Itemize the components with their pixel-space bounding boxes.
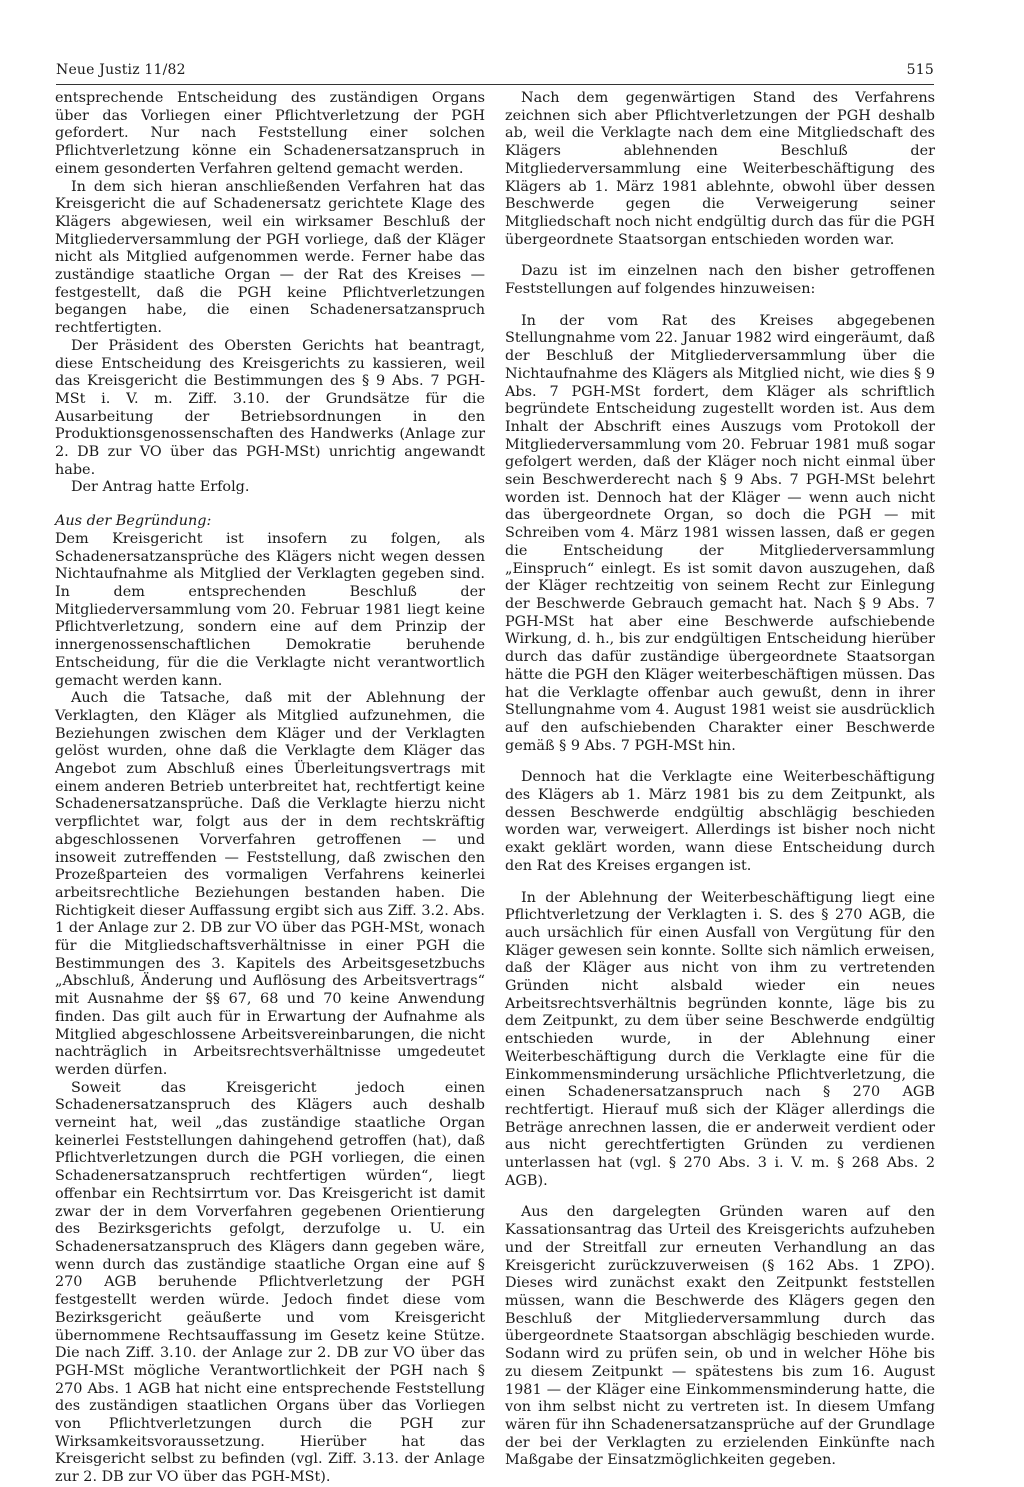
paragraph: Dazu ist im einzelnen nach den bisher getroffenen Feststellungen auf folgendes hinzuweisen:: [505, 263, 935, 298]
page-number: 515: [906, 62, 934, 78]
paragraph: In dem sich hieran anschließenden Verfahren hat das Kreisgericht die auf Schadenersatz gerichtete Klage des Klägers abgewiesen, weil ein wirksamer Beschluß der Mitgliederversammlung der PGH vorliege, daß der Kläger nicht als Mitglied aufgenommen werde. Ferner habe das zuständige staatliche Organ — der Rat des Kreises — festgestellt, daß die PGH keine Pflichtverletzungen begangen habe, die einen Schadenersatzanspruch rechtfertigten.: [55, 178, 485, 337]
right-column: [505, 90, 935, 1470]
left-column: [55, 90, 485, 1487]
paragraph: entsprechende Entscheidung des zuständigen Organs über das Vorliegen einer Pflichtverletzung der PGH gefordert. Nur nach Feststellung einer solchen Pflichtverletzung könne ein Schadenersatzanspruch in einem gesonderten Verfahren geltend gemacht werden.: [55, 90, 485, 177]
paragraph: Dem Kreisgericht ist insofern zu folgen, als Schadenersatzansprüche des Klägers nicht wegen dessen Nichtaufnahme als Mitglied der Verklagten gegeben sind. In dem entsprechenden Beschluß der Mitgliederversammlung vom 20. Februar 1981 liegt keine Pflichtverletzung, sondern eine auf dem Prinzip der innergenossenschaftlichen Demokratie beruhende Entscheidung, für die die Verklagte nicht verantwortlich gemacht werden kann.: [55, 530, 485, 689]
paragraph: Der Präsident des Obersten Gerichts hat beantragt, diese Entscheidung des Kreisgerichts zu kassieren, weil das Kreisgericht die Bestimmungen des § 9 Abs. 7 PGH-MSt i. V. m. Ziff. 3.10. der Grundsätze für die Ausarbeitung der Betriebsordnungen in den Produktionsgenossenschaften des Handwerks (Anlage zur 2. DB zur VO über das PGH-MSt) unrichtig angewandt habe.: [55, 337, 485, 478]
paragraph: In der vom Rat des Kreises abgegebenen Stellungnahme vom 22. Januar 1982 wird eingeräumt, daß der Beschluß der Mitgliederversammlung über die Nichtaufnahme des Klägers als Mitglied nicht, wie dies § 9 Abs. 7 PGH-MSt fordert, dem Kläger als schriftlich begründete Entscheidung zugestellt worden ist. Aus dem Inhalt der Abschrift eines Auszugs vom Protokoll der Mitgliederversammlung vom 20. Februar 1981 muß sogar gefolgert werden, daß der Kläger noch nicht einmal über sein Beschwerderecht nach § 9 Abs. 7 PGH-MSt belehrt worden ist. Dennoch hat der Kläger — wenn auch nicht das übergeordnete Organ, so doch die PGH — mit Schreiben vom 4. März 1981 wissen lassen, daß er gegen die Entscheidung der Mitgliederversammlung „Einspruch“ einlegt. Es ist somit davon auszugehen, daß der Kläger rechtzeitig von seinem Recht zur Einlegung der Beschwerde Gebrauch gemacht hat. Nach § 9 Abs. 7 PGH-MSt hat aber eine Beschwerde aufschiebende Wirkung, d. h., bis zur endgültigen Entscheidung hierüber durch das dafür zuständige übergeordnete Staatsorgan hätte die PGH den Kläger weiterbeschäftigen müssen. Das hat die Verklagte offenbar auch gewußt, denn in ihrer Stellungnahme vom 4. August 1981 weist sie ausdrücklich auf den aufschiebenden Charakter einer Beschwerde gemäß § 9 Abs. 7 PGH-MSt hin.: [505, 312, 935, 754]
paragraph: Auch die Tatsache, daß mit der Ablehnung der Verklagten, den Kläger als Mitglied aufzunehmen, die Beziehungen zwischen dem Kläger und der Verklagten gelöst wurden, ohne daß die Verklagte dem Kläger das Angebot zum Abschluß eines Überleitungsvertrags mit einem anderen Betrieb unterbreitet hat, rechtfertigt keine Schadenersatzansprüche. Daß die Verklagte hierzu nicht verpflichtet war, folgt aus der in dem rechtskräftig abgeschlossenen Vorverfahren getroffenen — und insoweit zutreffenden — Feststellung, daß zwischen den Prozeßparteien des vormaligen Verfahrens keinerlei arbeitsrechtliche Beziehungen bestanden haben. Die Richtigkeit dieser Auffassung ergibt sich aus Ziff. 3.2. Abs. 1 der Anlage zur 2. DB zur VO über das PGH-MSt, wonach für die Mitgliedschaftsverhältnisse in einer PGH die Bestimmungen des 3. Kapitels des Arbeitsgesetzbuchs „Abschluß, Änderung und Auflösung des Arbeitsvertrags“ mit Ausnahme der §§ 67, 68 und 70 keine Anwendung finden. Das gilt auch für in Erwartung der Aufnahme als Mitglied abgeschlossene Arbeitsvereinbarungen, die nicht nachträglich in Arbeitsrechtsverhältnisse umgedeutet werden dürfen.: [55, 690, 485, 1078]
paragraph: Soweit das Kreisgericht jedoch einen Schadenersatzanspruch des Klägers auch deshalb verneint hat, weil „das zuständige staatliche Organ keinerlei Feststellungen dahingehend getroffen (hat), daß Pflichtverletzungen durch die PGH vorliegen, die einen Schadenersatzanspruch rechtfertigen würden“, liegt offenbar ein Rechtsirrtum vor. Das Kreisgericht ist damit zwar der in dem Vorverfahren gegebenen Orientierung des Bezirksgerichts gefolgt, derzufolge u. U. ein Schadenersatzanspruch des Klägers dann gegeben wäre, wenn durch das zuständige staatliche Organ eine auf § 270 AGB beruhende Pflichtverletzung der PGH festgestellt werden würde. Jedoch findet diese vom Bezirksgericht geäußerte und vom Kreisgericht übernommene Rechtsauffassung im Gesetz keine Stütze. Die nach Ziff. 3.10. der Anlage zur 2. DB zur VO über das PGH-MSt mögliche Verantwortlichkeit der PGH nach § 270 Abs. 1 AGB hat nicht eine entsprechende Feststellung des zuständigen staatlichen Organs über das Vorliegen von Pflichtverletzungen durch die PGH zur Wirksamkeitsvoraussetzung. Hierüber hat das Kreisgericht selbst zu befinden (vgl. Ziff. 3.13. der Anlage zur 2. DB zur VO über das PGH-MSt).: [55, 1079, 485, 1486]
paragraph: In der Ablehnung der Weiterbeschäftigung liegt eine Pflichtverletzung der Verklagten i. S. des § 270 AGB, die auch ursächlich für einen Ausfall von Vergütung für den Kläger gewesen sein konnte. Sollte sich nämlich erweisen, daß der Kläger aus nicht von ihm zu vertretenden Gründen nicht alsbald wieder ein neues Arbeitsrechtsverhältnis begründen konnte, läge bis zu dem Zeitpunkt, zu dem über seine Beschwerde endgültig entschieden wurde, in der Ablehnung einer Weiterbeschäftigung durch die Verklagte eine für die Einkommensminderung ursächliche Pflichtverletzung, die einen Schadenersatzanspruch nach § 270 AGB rechtfertigt. Hierauf muß sich der Kläger allerdings die Beträge anrechnen lassen, die er anderweit verdient oder aus nicht gerechtfertigten Gründen zu verdienen unterlassen hat (vgl. § 270 Abs. 3 i. V. m. § 268 Abs. 2 AGB).: [505, 889, 935, 1189]
paragraph: Dennoch hat die Verklagte eine Weiterbeschäftigung des Klägers ab 1. März 1981 bis zu dem Zeitpunkt, als dessen Beschwerde endgültig abschlägig beschieden worden war, verweigert. Allerdings ist bisher noch nicht exakt geklärt worden, wann diese Entscheidung durch den Rat des Kreises ergangen ist.: [505, 769, 935, 874]
paragraph: Der Antrag hatte Erfolg.: [71, 479, 250, 496]
header-rule: [56, 84, 934, 85]
running-header-journal: Neue Justiz 11/82: [56, 62, 186, 78]
paragraph: Aus den dargelegten Gründen waren auf den Kassationsantrag das Urteil des Kreisgerichts aufzuheben und der Streitfall zur erneuten Verhandlung an das Kreisgericht zurückzuverweisen (§ 162 Abs. 1 ZPO). Dieses wird zunächst exakt den Zeitpunkt feststellen müssen, wann die Beschwerde des Klägers gegen den Beschluß der Mitgliederversammlung durch das übergeordnete Staatsorgan abschlägig beschieden wurde. Sodann wird zu prüfen sein, ob und in welcher Höhe bis zu diesem Zeitpunkt — spätestens bis zum 16. August 1981 — der Kläger eine Einkommensminderung hatte, die von ihm selbst nicht zu vertreten ist. In diesem Umfang wären für ihn Schadenersatzansprüche auf der Grundlage der bei der Verklagten zu erzielenden Einkünfte nach Maßgabe der Einsatzmöglichkeiten gegeben.: [505, 1204, 935, 1469]
paragraph: Nach dem gegenwärtigen Stand des Verfahrens zeichnen sich aber Pflichtverletzungen der PGH deshalb ab, weil die Verklagte nach dem eine Mitgliedschaft des Klägers ablehnenden Beschluß der Mitgliederversammlung eine Weiterbeschäftigung des Klägers ab 1. März 1981 ablehnte, obwohl über dessen Beschwerde gegen die Verweigerung seiner Mitgliedschaft noch nicht endgültig durch das für die PGH übergeordnete Staatsorgan entschieden worden war.: [505, 90, 935, 248]
section-subheading: Aus der Begründung:: [55, 513, 212, 530]
